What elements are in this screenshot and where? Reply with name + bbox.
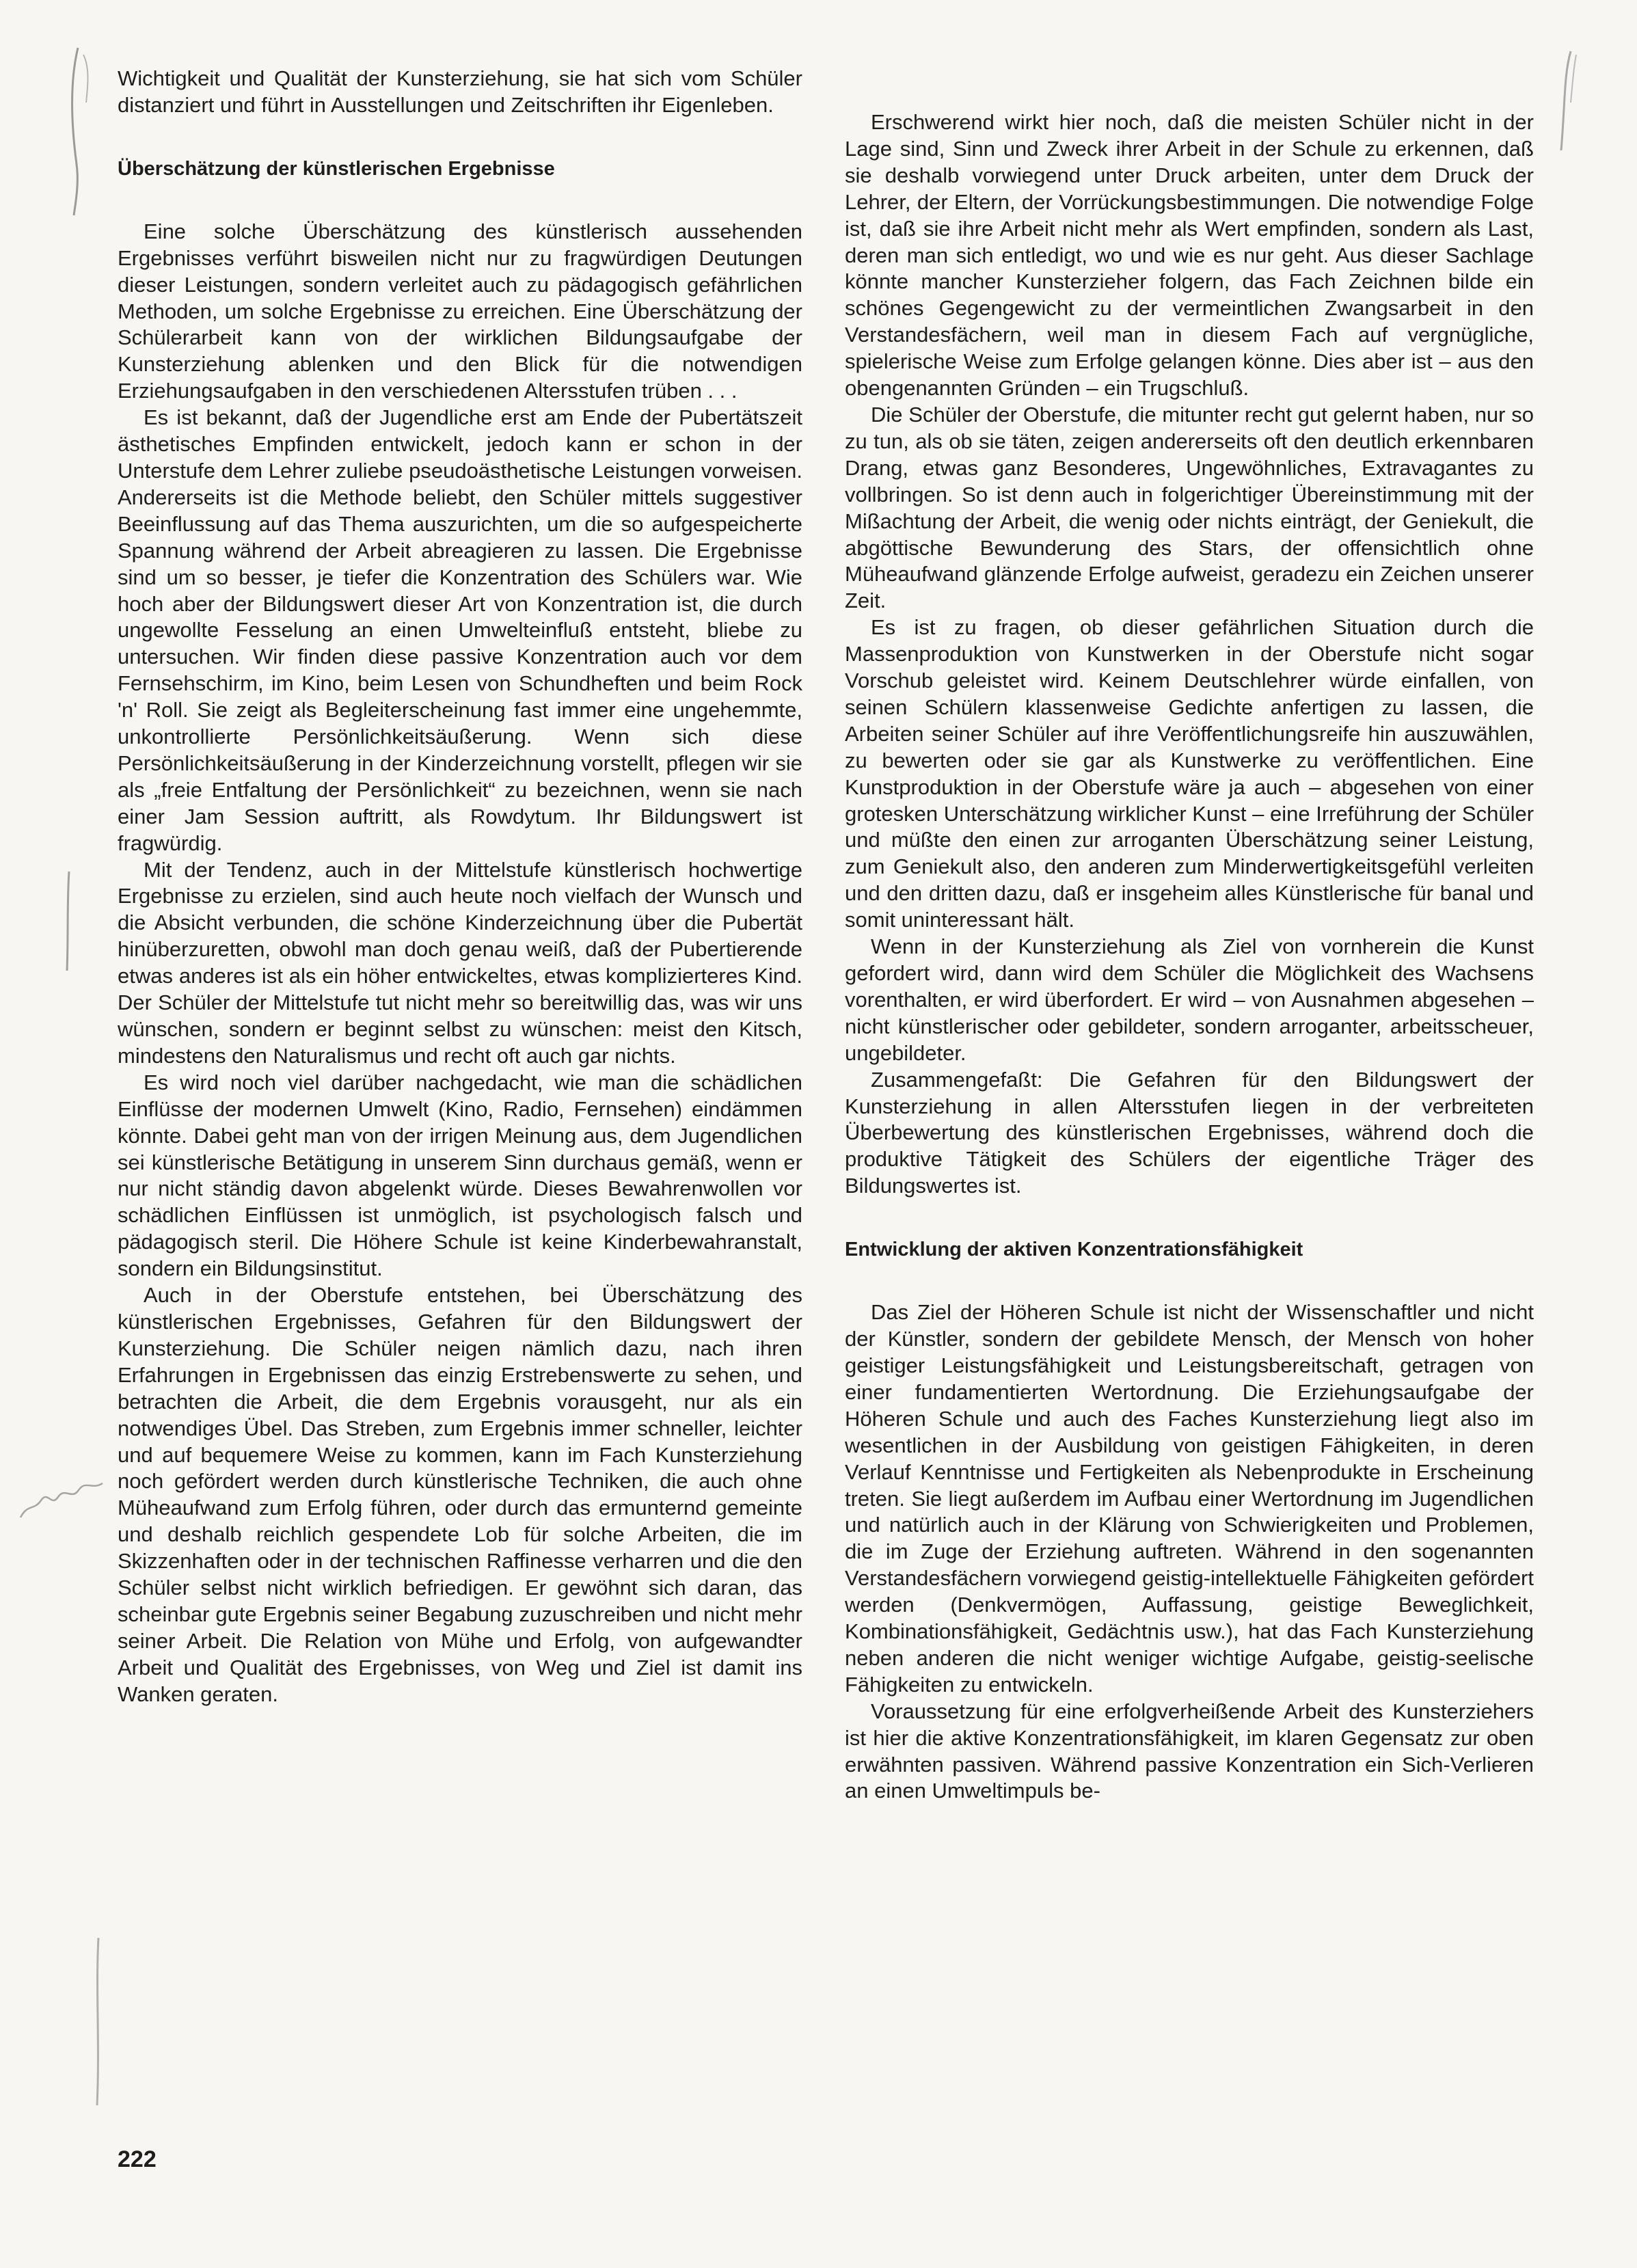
paragraph: Es wird noch viel darüber nachgedacht, wie man die schädlichen Einflüsse der modernen Umwelt (Kino, Radio, Fernsehen) eindämmen könnte. Dabei geht man von der irrigen Meinung aus, dem Jugendlichen sei künstlerische Betätigung in unserem Sinn durchaus gemäß, wenn er nur nicht ständig davon abgelenkt würde. Dieses Bewahrenwollen vor schädlichen Einflüssen ist unmöglich, ist psychologisch falsch und pädagogisch steril. Die Höhere Schule ist keine Kinderbewahranstalt, sondern ein Bildungsinstitut. [118, 1070, 802, 1281]
pencil-margin-mark-top-right [1550, 48, 1584, 164]
pencil-margin-mark-bottom-left [87, 1934, 108, 2112]
paragraph: Wichtigkeit und Qualität der Kunsterziehung, sie hat sich vom Schüler distanziert und führt in Ausstellungen und Zeitschriften ihr Eigenleben. [118, 66, 802, 117]
paragraph: Die Schüler der Oberstufe, die mitunter recht gut gelernt haben, nur so zu tun, als ob sie täten, zeigen andererseits oft den deutlich erkennbaren Drang, etwas ganz Besonderes, Ungewöhnliches, Extravagantes zu vollbringen. So ist denn auch in folgerichtiger Übereinstimmung mit der Mißachtung der Arbeit, die wenig oder nichts einträgt, der Geniekult, die abgöttische Bewunderung des Stars, der offensichtlich ohne Müheaufwand glänzende Erfolge aufweist, geradezu ein Zeichen unserer Zeit. [845, 402, 1534, 613]
paragraph: Erschwerend wirkt hier noch, daß die meisten Schüler nicht in der Lage sind, Sinn und Zweck ihrer Arbeit in der Schule zu erkennen, daß sie deshalb vorwiegend unter Druck arbeiten, unter dem Druck der Lehrer, der Eltern, der Vorrückungsbestimmungen. Die notwendige Folge ist, daß sie ihre Arbeit nicht mehr als Wert empfinden, sondern als Last, deren man sich entledigt, wo und wie es nur geht. Aus dieser Sachlage könnte mancher Kunsterzieher folgern, das Fach Zeichnen bilde ein schönes Gegengewicht zu der vermeintlichen Zwangsarbeit in den Verstandesfächern, weil man in diesem Fach auf vergnügliche, spielerische Weise zum Erfolge gelangen könne. Dies aber ist – aus den obengenannten Gründen – ein Trugschluß. [845, 110, 1534, 401]
paragraph: Es ist zu fragen, ob dieser gefährlichen Situation durch die Massenproduktion von Kunstwerken in der Oberstufe nicht sogar Vorschub geleistet wird. Keinem Deutschlehrer würde einfallen, von seinen Schülern klassenweise Gedichte anfertigen zu lassen, die Arbeiten seiner Schüler auf ihre Veröffentlichungsreife hin auszuwählen, zu bewerten oder sie gar als Kunstwerke zu veröffentlichen. Eine Kunstproduktion in der Oberstufe wäre ja auch – abgesehen von einer grotesken Unterschätzung wirklicher Kunst – eine Irreführung der Schüler und müßte den einen zur arroganten Überschätzung seiner Leistung, zum Geniekult also, den anderen zum Minderwertigkeitsgefühl verleiten und den dritten dazu, daß er insgeheim alles Künstlerische für banal und somit uninteressant hält. [845, 615, 1534, 932]
paragraph: Eine solche Überschätzung des künstlerisch aussehenden Ergebnisses verführt bisweilen nicht nur zu fragwürdigen Deutungen dieser Leistungen, sondern verleitet auch zu pädagogisch gefährlichen Methoden, um solche Ergebnisse zu erreichen. Eine Überschätzung der Schülerarbeit kann von der wirklichen Bildungsaufgabe der Kunsterziehung ablenken und den Blick für die notwendigen Erziehungsaufgaben in den verschiedenen Altersstufen trüben . . . [118, 219, 802, 403]
left-column [118, 66, 802, 1708]
paragraph: Es ist bekannt, daß der Jugendliche erst am Ende der Pubertätszeit ästhetisches Empfinden entwickelt, jedoch kann er schon in der Unterstufe dem Lehrer zuliebe pseudoästhetische Leistungen vorweisen. Andererseits ist die Methode beliebt, den Schüler mittels suggestiver Beeinflussung auf das Thema auszurichten, um die so aufgespeicherte Spannung während der Arbeit abreagieren zu lassen. Die Ergebnisse sind um so besser, je tiefer die Konzentration des Schülers war. Wie hoch aber der Bildungswert dieser Art von Konzentration ist, die durch ungewollte Fesselung an einen Umwelteinfluß entsteht, bliebe zu untersuchen. Wir finden diese passive Konzentration auch vor dem Fernsehschirm, im Kino, beim Lesen von Schundheften und beim Rock 'n' Roll. Sie zeigt als Begleiterscheinung fast immer eine ungehemmte, unkontrollierte Persönlichkeitsäußerung. Wenn sich diese Persönlichkeitsäußerung in der Kinderzeichnung vorstellt, pflegen wir sie als „freie Entfaltung der Persönlichkeit“ zu bezeichnen, wenn sie nach einer Jam Session auftritt, als Rowdytum. Ihr Bildungswert ist fragwürdig. [118, 405, 802, 855]
paragraph: Wenn in der Kunsterziehung als Ziel von vornherein die Kunst gefordert wird, dann wird dem Schüler die Möglichkeit des Wachsens vorenthalten, er wird überfordert. Er wird – von Ausnahmen abgesehen – nicht künstlerischer oder gebildeter, sondern arroganter, arbeitsscheuer, ungebildeter. [845, 934, 1534, 1065]
paragraph: Mit der Tendenz, auch in der Mittelstufe künstlerisch hochwertige Ergebnisse zu erzielen, sind auch heute noch vielfach der Wunsch und die Absicht verbunden, die schöne Kinderzeichnung über die Pubertät hinüberzuretten, obwohl man doch genau weiß, daß der Pubertierende etwas anderes ist als ein höher entwickeltes, etwas komplizierteres Kind. Der Schüler der Mittelstufe tut nicht mehr so bereitwillig das, was wir uns wünschen, sondern er beginnt selbst zu wünschen: meist den Kitsch, mindestens den Naturalismus und recht oft auch gar nichts. [118, 857, 802, 1068]
paragraph: Voraussetzung für eine erfolgverheißende Arbeit des Kunsterziehers ist hier die aktive Konzentrationsfähigkeit, im klaren Gegensatz zur oben erwähnten passiven. Während passive Konzentration ein Sich-Verlieren an einen Umweltimpuls be- [845, 1699, 1534, 1803]
pencil-margin-mark-top-left [63, 41, 97, 219]
pencil-margin-scribble-left [14, 1470, 116, 1531]
paragraph: Auch in der Oberstufe entstehen, bei Überschätzung des künstlerischen Ergebnisses, Gefahren für den Bildungswert der Kunsterziehung. Die Schüler neigen nämlich dazu, nach ihren Erfahrungen in Ergebnissen das einzig Erstrebenswerte zu sehen, und betrachten die Arbeit, die dem Ergebnis vorausgeht, nur als ein notwendiges Übel. Das Streben, zum Ergebnis immer schneller, leichter und auf bequemere Weise zu kommen, kann im Fach Kunsterziehung noch gefördert werden durch künstlerische Techniken, die auch ohne Müheaufwand zum Erfolg führen, oder durch das ermunternd gemeinte und deshalb reichlich gespendete Lob für solche Arbeiten, die im Skizzenhaften oder in der technischen Raffinesse verharren und die den Schüler selbst nicht wirklich befriedigen. Er gewöhnt sich daran, das scheinbar gute Ergebnis seiner Begabung zuzuschreiben und nicht mehr seiner Arbeit. Die Relation von Mühe und Erfolg, von aufgewandter Arbeit und Qualität des Ergebnisses, von Weg und Ziel ist damit ins Wanken geraten. [118, 1283, 802, 1706]
section-heading: Überschätzung der künstlerischen Ergebnisse [118, 157, 555, 180]
page-number: 222 [118, 2146, 157, 2172]
paragraph: Zusammengefaßt: Die Gefahren für den Bildungswert der Kunsterziehung in allen Altersstufen liegen in der verbreiteten Überbewertung des künstlerischen Ergebnisses, während doch die produktive Tätigkeit des Schülers der eigentliche Träger des Bildungswertes ist. [845, 1067, 1534, 1198]
right-column [845, 109, 1534, 1805]
pencil-margin-mark-middle-left [59, 868, 79, 977]
paragraph: Das Ziel der Höheren Schule ist nicht der Wissenschaftler und nicht der Künstler, sondern der gebildete Mensch, der Mensch von hoher geistiger Leistungsfähigkeit und Leistungsbereitschaft, getragen von einer fundamentierten Wertordnung. Die Erziehungsaufgabe der Höheren Schule und auch des Faches Kunsterziehung liegt also im wesentlichen in der Ausbildung von geistigen Fähigkeiten, in deren Verlauf Kenntnisse und Fertigkeiten als Nebenprodukte in Erscheinung treten. Sie liegt außerdem im Aufbau einer Wertordnung im Jugendlichen und natürlich auch in der Klärung von Schwierigkeiten und Problemen, die im Zuge der Erziehung auftreten. Während in den sogenannten Verstandesfächern vorwiegend geistig-intellektuelle Fähigkeiten gefördert werden (Denkvermögen, Auffassung, geistige Beweglichkeit, Kombinationsfähigkeit, Gedächtnis usw.), hat das Fach Kunsterziehung neben anderen die nicht weniger wichtige Aufgabe, geistig-seelische Fähigkeiten zu entwickeln. [845, 1300, 1534, 1697]
section-heading: Entwicklung der aktiven Konzentrationsfähigkeit [845, 1239, 1303, 1261]
